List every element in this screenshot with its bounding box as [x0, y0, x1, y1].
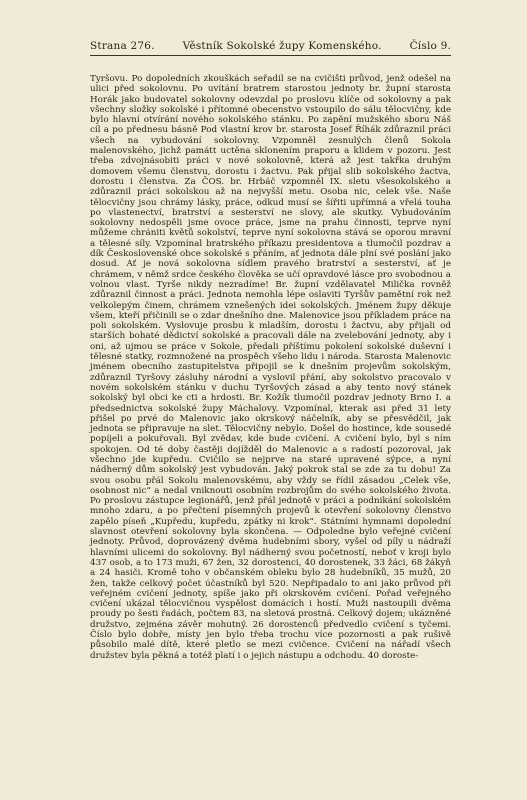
- article-paragraph: Tyršovu. Po dopoledních zkouškách seřadil se na cvičišti průvod, jenž odešel na ulici před sokolovnu. Po uvítání bratrem starostou jednoty br. župní starosta Horák jako budovatel sokolovny odevzdal po proslovu klíče od sokolovny a pak všechny složky sokolské i přítomné obecenstvo vstoupilo do sálu tělocvičny, kde bylo hlavní otvírání nového sokolského stánku. Po zapění mužského sboru Náš cíl a po přednesu básně Pod vlastní krov br. starosta Josef Říhák zdůraznil práci všech na vybudování sokolovny. Vzpomněl zesnulých členů Sokola malenovského, jichž památt uctěna sklonením praporu a klidem v pozoru. Jest třeba zdvojnásobiti práci v nové sokolovně, která až jest takřka druhým domovem všemu členstvu, dorostu i žactvu. Pak přijal slib sokolského žactva, dorostu i členstva. Za ČOS. br. Hrbáč vzpomněl IX. sletu všesokolského a zdůraznil práci sokolskou až na nejvyšší metu. Osoba nic, celek vše. Naše tělocvičny jsou chrámy lásky, práce, odkud musí se šířiti upřímná a vřelá touha po vlastenectví, bratrství a sesterství ne slovy, ale skutky. Vybudováním sokolovny nedospěli jsme ovoce práce, jsme na prahu činnosti, teprve nyní můžeme chrániti květů sokolství, teprve nyní sokolovna stává se oporou mravní a tělesné síly. Vzpomínal bratrského příkazu presidentova a tlumočil pozdrav a dík Československé obce sokolské s přáním, ať jednota dále plní své poslání jako dosud. Ať je nová sokolovna sídlem pravého bratrství a sesterství, ať je chrámem, v němž srdce českého člověka se učí opravdové lásce pro svobodnou a volnou vlast. Tyrše nikdy nezradíme! Br. župní vzdělavatel Milička rovněž zdůraznil činnost a práci. Jednota nemohla lépe oslaviti Tyršův pamětní rok než velkolepým činem, chrámem vznešených idei sokolských. Jménem župy děkuje všem, kteří přičinili se o zdar dnešního dne. Malenovice jsou příkladem práce na poli sokolském. Vyslovuje prosbu k mladším, dorostu i žactvu, aby přijali od starších bohaté dědictví sokolské a pracovali dále na zvelebování jednoty, aby i oni, až ujmou se práce v Sokole, předali příštímu pokolení sokolské duševní i tělesné statky, rozmnožené na prospěch všeho lidu i národa. Starosta Malenovic jménem obecního zastupitelstva připojil se k dnešním projevům sokolským, zdůraznil Tyršovy zásluhy národní a vyslovil přání, aby sokolstvo pracovalo v novém sokolském stánku v duchu Tyršových zásad a aby tento nový stánek sokolský byl obci ke cti a hrdosti. Br. Kožík tlumočil pozdrav jednoty Brno I. a předsednictva sokolské župy Máchalovy. Vzpomínal, kterak asi před 31 lety přišel po prvé do Malenovic jako okrskový náčelník, aby se přesvědčil, jak jednota se připravuje na slet. Tělocvičny nebylo. Došel do hostince, kde sousedé popíjeli a pokuřovali. Byl zvědav, kde bude cvičení. A cvičení bylo, byl s ním spokojen. Od té doby častěji dojížděl do Malenovic a s radostí pozoroval, jak všechno jde kupředu. Cvičilo se nejprve na staré upravené sýpce, a nyní nádherný dům sokolský jest vybudován. Jaký pokrok stal se zde za tu dobu! Za svou osobu přál Sokolu malenovskému, aby vždy se řídil zásadou „Celek vše, osobnost nic“ a nedal vniknouti osobním rozbrojům do svého sokolského života. Po proslovu zástupce legionářů, jenž přál jednotě v práci a podnikání sokolském mnoho zdaru, a po přečtení písemných projevů k otevření sokolovny členstvo zapělo píseň „Kupředu, kupředu, zpátky ni krok“. Státními hymnami dopolední slavnost otevření sokolovny byla skončena. — Odpoledne bylo veřejné cvičení jednoty. Průvod, doprovázený dvěma hudebními sbory, vyšel od píly u nádraží hlavními ulicemi do sokolovny. Byl nádherný svou početností, neboť v kroji bylo 437 osob, a to 173 muži, 67 žen, 32 dorostenci, 40 dorostenek, 33 žáci, 68 žákyň a 24 hasiči. Kromě toho v občanském obleku bylo 28 hudebníků, 35 mužů, 20 žen, takže celkový počet účastníků byl 520. Nepřipadalo to ani jako průvod při veřejném cvičení jednoty, spíše jako při okrskovém cvičení. Pořad veřejného cvičení ukázal tělocvičnou vyspělost domácích i hostí. Muži nastoupili dvěma proudy po šesti řadách, počtem 83, na sletová prostná. Celkový dojem; ukázněné družstvo, zejména závěr mohutný. 26 dorostenců předvedlo cvičení s tyčemi. Číslo bylo dobře, místy jen bylo třeba trochu více pozornosti a pak rušivě působilo malé dítě, které pletlo se mezi cvičence. Cvičení na nářadí všech družstev byla pěkná a totéž platí i o jejich nástupu a odchodu. 40 doroste-: [90, 74, 451, 661]
- journal-title: Věstník Sokolské župy Komenského.: [182, 40, 382, 52]
- article-body: [90, 74, 451, 661]
- page-number: Strana 276.: [90, 40, 155, 52]
- page-header: [90, 40, 451, 56]
- issue-number: Číslo 9.: [409, 40, 451, 52]
